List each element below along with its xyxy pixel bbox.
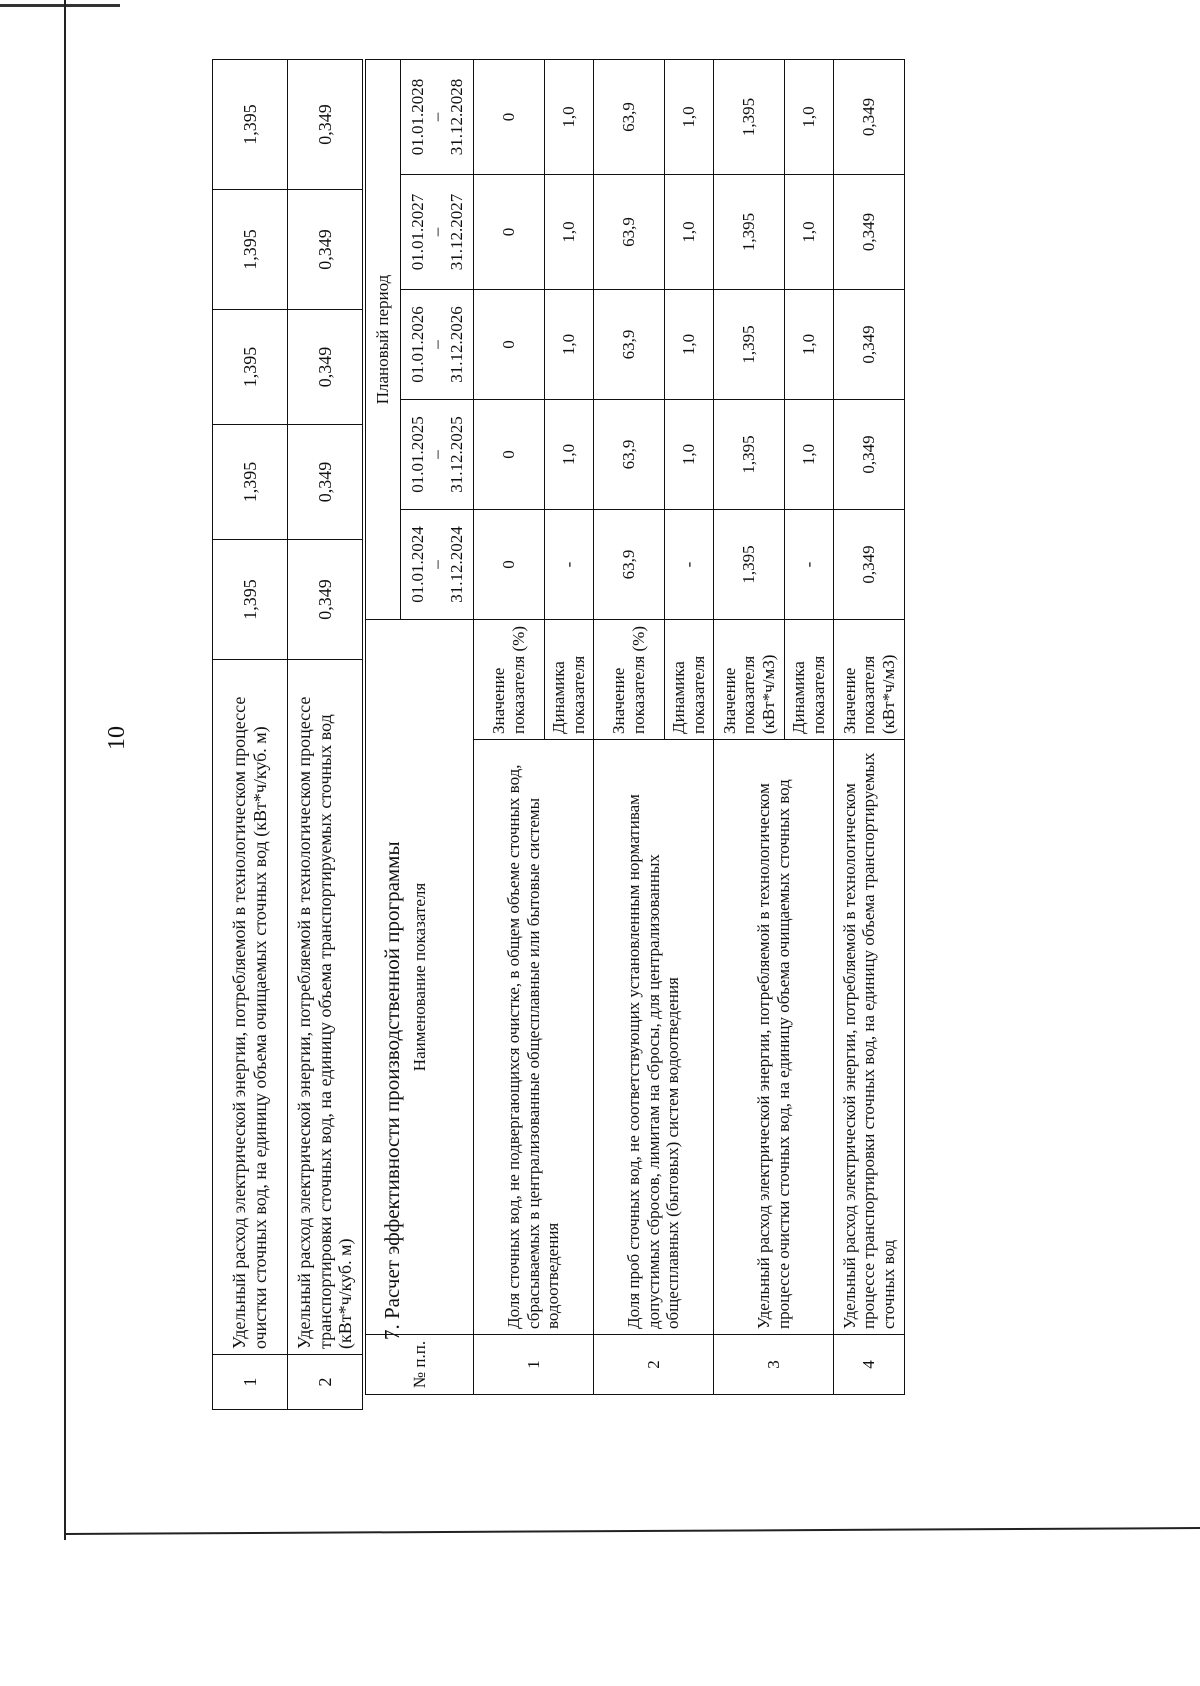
indicator-value: 1,395: [213, 60, 288, 190]
period-sep: –: [427, 450, 447, 459]
indicator-value: 1,0: [785, 59, 834, 174]
row-number: 2: [594, 1335, 714, 1395]
indicator-value: 0,349: [834, 290, 905, 400]
indicator-value: 1,0: [665, 59, 714, 174]
indicator-value: 63,9: [594, 400, 665, 510]
indicator-value: 1,395: [714, 175, 785, 290]
header-name: Наименование показателя: [366, 620, 474, 1335]
indicator-value: 0,349: [288, 540, 363, 660]
indicator-value: 1,395: [714, 59, 785, 174]
indicator-value: 0: [474, 175, 545, 290]
period-header: [401, 59, 474, 174]
indicator-value: 63,9: [594, 510, 665, 620]
indicator-value: 0,349: [834, 175, 905, 290]
period-start: 01.01.2026: [407, 306, 427, 383]
period-header: [401, 175, 474, 290]
indicator-value: 0: [474, 400, 545, 510]
sub-indicator-label: Значение показателя (%): [594, 620, 665, 740]
efficiency-table: [365, 59, 905, 1395]
row-number: 1: [474, 1335, 594, 1395]
header-num: № п.п.: [366, 1335, 474, 1395]
indicator-value: 0,349: [288, 60, 363, 190]
row-number: 3: [714, 1335, 834, 1395]
indicator-value: 0: [474, 59, 545, 174]
table-row: [594, 59, 665, 1394]
indicator-value: 1,0: [545, 400, 594, 510]
period-start: 01.01.2027: [407, 193, 427, 271]
indicator-value: 0,349: [834, 510, 905, 620]
period-start: 01.01.2025: [407, 416, 427, 493]
table-row: [474, 59, 545, 1394]
indicator-value: 1,0: [545, 290, 594, 400]
sub-indicator-label: Динамика показателя: [785, 620, 834, 740]
indicator-value: 1,0: [545, 59, 594, 174]
indicator-value: 1,395: [714, 400, 785, 510]
indicator-value: 0: [474, 290, 545, 400]
indicator-value: 1,395: [213, 540, 288, 660]
period-end: 31.12.2024: [446, 526, 466, 603]
indicator-value: 0,349: [834, 400, 905, 510]
indicator-name: Удельный расход электрической энергии, потребляемой в технологическом процессе транспортировки сточных вод, на единицу объема транспортируемых сточных вод: [834, 740, 905, 1335]
period-start: 01.01.2028: [407, 78, 427, 156]
indicator-value: 63,9: [594, 59, 665, 174]
indicator-value: 1,0: [665, 175, 714, 290]
header-planned-period: Плановый период: [366, 59, 401, 619]
indicator-name: Удельный расход электрической энергии, потребляемой в технологическом процессе очистки сточных вод, на единицу объема очищаемых сточных вод: [714, 740, 834, 1335]
indicator-value: 0,349: [288, 425, 363, 540]
indicator-value: 1,0: [785, 400, 834, 510]
sub-indicator-label: Значение показателя (кВт*ч/м3): [834, 620, 905, 740]
period-end: 31.12.2025: [446, 416, 466, 493]
sub-indicator-label: Динамика показателя: [545, 620, 594, 740]
table-row: [288, 60, 363, 1410]
indicator-value: 1,395: [213, 310, 288, 425]
row-number: 2: [288, 1355, 363, 1410]
period-sep: –: [427, 340, 447, 349]
indicator-value: 0,349: [834, 59, 905, 174]
indicator-value: 1,395: [714, 290, 785, 400]
indicator-value: 1,0: [665, 400, 714, 510]
indicator-value: 1,0: [785, 175, 834, 290]
period-sep: –: [427, 560, 447, 569]
sub-indicator-label: Значение показателя (%): [474, 620, 545, 740]
indicator-value: 1,395: [213, 425, 288, 540]
indicator-value: 1,0: [545, 175, 594, 290]
period-header: [401, 290, 474, 400]
indicator-value: 1,0: [785, 290, 834, 400]
indicator-value: 0,349: [288, 310, 363, 425]
indicator-name: Доля проб сточных вод, не соответствующих установленным нормативам допустимых сбросов, лимитам на сбросы, для централизованных общесплавных (бытовых) систем водоотведения: [594, 740, 714, 1335]
indicator-value: 63,9: [594, 290, 665, 400]
row-number: 1: [213, 1355, 288, 1410]
period-start: 01.01.2024: [407, 526, 427, 603]
period-sep: –: [427, 227, 447, 237]
table-row: [834, 59, 905, 1394]
period-sep: –: [427, 112, 447, 122]
row-number: 4: [834, 1335, 905, 1395]
period-end: 31.12.2028: [446, 78, 466, 156]
period-header: [401, 400, 474, 510]
indicator-value: 1,395: [213, 190, 288, 310]
energy-table: [212, 59, 363, 1410]
indicator-name: Удельный расход электрической энергии, потребляемой в технологическом процессе транспортировки сточных вод, на единицу объема транспортируемых сточных вод (кВт*ч/куб. м): [288, 660, 363, 1355]
indicator-value: 1,0: [665, 290, 714, 400]
period-header: [401, 510, 474, 620]
indicator-value: -: [545, 510, 594, 620]
indicator-value: 0: [474, 510, 545, 620]
page-number: 10: [104, 726, 130, 750]
indicator-name: Доля сточных вод, не подвергающихся очистке, в общем объеме сточных вод, сбрасываемых в централизованные общесплавные или бытовые системы водоотведения: [474, 740, 594, 1335]
table-row: [213, 60, 288, 1410]
period-end: 31.12.2026: [446, 306, 466, 383]
indicator-value: 1,395: [714, 510, 785, 620]
table-row: [714, 59, 785, 1394]
indicator-value: 0,349: [288, 190, 363, 310]
indicator-value: 63,9: [594, 175, 665, 290]
period-end: 31.12.2027: [446, 193, 466, 271]
sub-indicator-label: Значение показателя (кВт*ч/м3): [714, 620, 785, 740]
indicator-value: -: [785, 510, 834, 620]
indicator-name: Удельный расход электрической энергии, потребляемой в технологическом процессе очистки сточных вод, на единицу объема очищаемых сточных вод (кВт*ч/куб. м): [213, 660, 288, 1355]
section-title: 7. Расчет эффективности производственной программы: [380, 841, 404, 1340]
sub-indicator-label: Динамика показателя: [665, 620, 714, 740]
indicator-value: -: [665, 510, 714, 620]
